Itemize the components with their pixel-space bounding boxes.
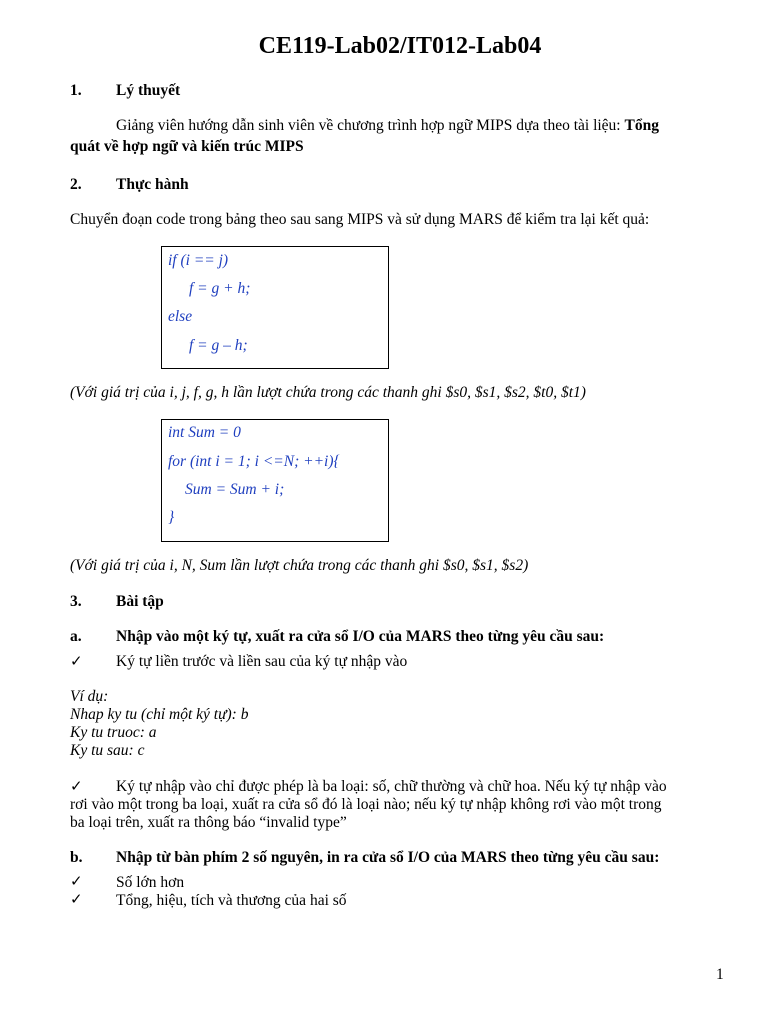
checkmark-icon: ✓ xyxy=(70,892,83,908)
exercise-b-check-1: Số lớn hơn xyxy=(116,874,185,891)
exercise-a-label: a. xyxy=(70,628,82,645)
example-line-3: Ky tu sau: c xyxy=(70,742,145,759)
section-2-number: 2. xyxy=(70,176,82,193)
code2-line-1: int Sum = 0 xyxy=(168,424,241,441)
example-line-1: Nhap ky tu (chỉ một ký tự): b xyxy=(70,706,249,723)
section-3-number: 3. xyxy=(70,593,82,610)
example-line-2: Ky tu truoc: a xyxy=(70,724,157,741)
code1-line-2: f = g + h; xyxy=(189,280,251,297)
exercise-a-check-2-line2: rơi vào một trong ba loại, xuất ra cửa sổ đó là loại nào; nếu ký tự nhập không rơi vào một trong xyxy=(70,796,662,813)
section-1-body-text: Giảng viên hướng dẫn sinh viên về chương trình hợp ngữ MIPS dựa theo tài liệu: xyxy=(116,117,621,134)
section-1-heading: Lý thuyết xyxy=(116,82,181,99)
section-1-body-line1 xyxy=(116,117,659,135)
code2-line-3: Sum = Sum + i; xyxy=(185,481,285,498)
section-1-number: 1. xyxy=(70,82,82,99)
section-2-intro: Chuyển đoạn code trong bảng theo sau sang MIPS và sử dụng MARS để kiểm tra lại kết quả: xyxy=(70,211,650,228)
section-2-heading: Thực hành xyxy=(116,176,189,193)
code1-line-4: f = g – h; xyxy=(189,337,248,354)
code1-note: (Với giá trị của i, j, f, g, h lần lượt chứa trong các thanh ghi $s0, $s1, $s2, $t0, $t1) xyxy=(70,384,586,401)
example-label: Ví dụ: xyxy=(70,688,109,705)
exercise-a-check-1: Ký tự liền trước và liền sau của ký tự nhập vào xyxy=(116,653,408,670)
code2-line-2: for (int i = 1; i <=N; ++i){ xyxy=(168,453,340,470)
document-title: CE119-Lab02/IT012-Lab04 xyxy=(258,33,542,59)
code2-line-4: } xyxy=(168,509,175,526)
checkmark-icon: ✓ xyxy=(70,874,83,890)
exercise-a-check-2-line1: Ký tự nhập vào chỉ được phép là ba loại: số, chữ thường và chữ hoa. Nếu ký tự nhập vào xyxy=(116,778,667,795)
exercise-a-check-2-line3: ba loại trên, xuất ra thông báo “invalid type” xyxy=(70,814,347,831)
exercise-b-heading: Nhập từ bàn phím 2 số nguyên, in ra cửa sổ I/O của MARS theo từng yêu cầu sau: xyxy=(116,849,660,866)
section-1-body-bold-2: quát về hợp ngữ và kiến trúc MIPS xyxy=(70,138,304,155)
section-1-body-bold-1: Tổng xyxy=(624,117,659,134)
section-3-heading: Bài tập xyxy=(116,593,164,610)
checkmark-icon: ✓ xyxy=(70,779,83,795)
code2-note: (Với giá trị của i, N, Sum lần lượt chứa trong các thanh ghi $s0, $s1, $s2) xyxy=(70,557,529,574)
page-number: 1 xyxy=(716,966,724,983)
exercise-a-heading: Nhập vào một ký tự, xuất ra cửa sổ I/O của MARS theo từng yêu cầu sau: xyxy=(116,628,605,645)
code1-line-1: if (i == j) xyxy=(168,252,229,269)
checkmark-icon: ✓ xyxy=(70,654,83,670)
exercise-b-check-2: Tổng, hiệu, tích và thương của hai số xyxy=(116,892,347,909)
exercise-b-label: b. xyxy=(70,849,83,866)
code1-line-3: else xyxy=(168,308,193,325)
